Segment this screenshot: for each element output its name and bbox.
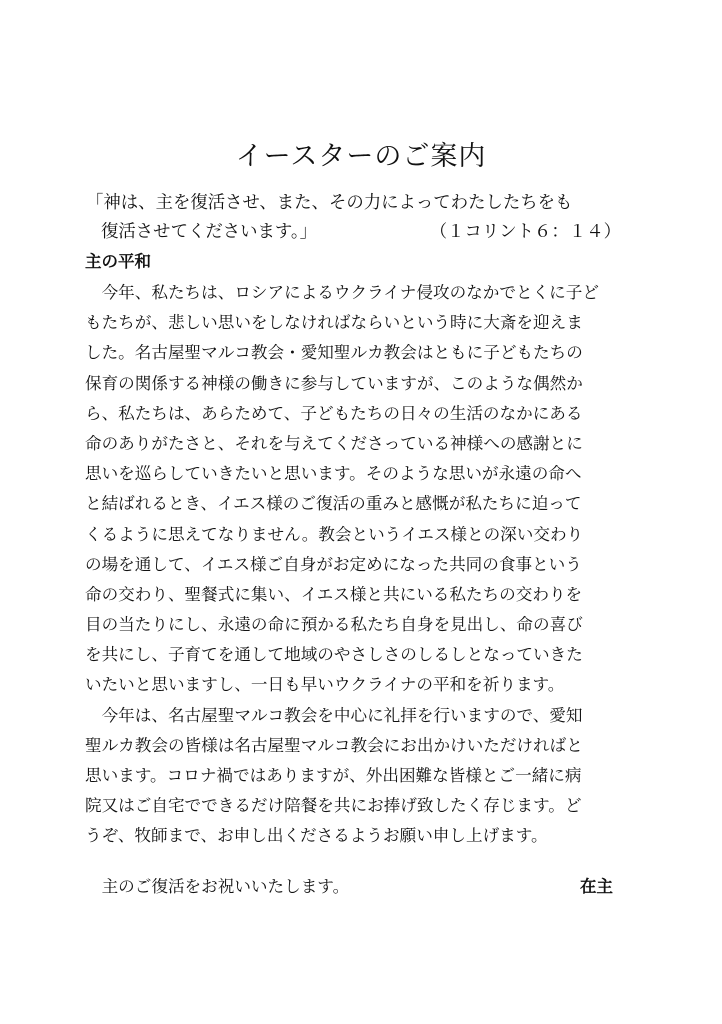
body-line: 命の交わり、聖餐式に集い、イエス様と共にいる私たちの交わりを	[85, 584, 583, 604]
body-line: 思いを巡らしていきたいと思います。そのような思いが永遠の命へ	[85, 464, 582, 484]
body-line: いたいと思いますし、一日も早いウクライナの平和を祈ります。	[85, 675, 565, 695]
body-paragraphs	[85, 278, 645, 852]
body-line: くるように思えてなりません。教会というイエス様との深い交わり	[85, 524, 584, 544]
body-line: した。名古屋聖マルコ教会・愛知聖ルカ教会はともに子どもたちの	[85, 343, 583, 363]
body-line: と結ばれるとき、イエス様のご復活の重みと感慨が私たちに迫って	[85, 494, 582, 514]
signature: 在主	[579, 877, 613, 896]
document-title: イースターのご案内	[235, 141, 487, 172]
body-line: 命のありがたさと、それを与えてくださっている神様への感謝とに	[85, 433, 583, 453]
body-line: 目の当たりにし、永遠の命に預かる私たち自身を見出し、命の喜び	[85, 615, 583, 635]
body-line: ら、私たちは、あらためて、子どもたちの日々の生活のなかにある	[85, 403, 583, 423]
body-line: 聖ルカ教会の皆様は名古屋聖マルコ教会にお出かけいただければと	[85, 735, 583, 755]
verse-line-1: 「神は、主を復活させ、また、その力によってわたしたちをも	[86, 193, 573, 213]
body-line: の場を通して、イエス様ご自身がお定めになった共同の食事という	[85, 554, 582, 574]
body-line: もたちが、悲しい思いをしなければならいという時に大斎を迎えま	[85, 313, 583, 333]
body-line: 保育の関係する神様の働きに参与していますが、このような偶然か	[85, 373, 583, 393]
verse-reference: （１コリント６：１４）	[429, 222, 621, 242]
closing-text: 主のご復活をお祝いいたします。	[85, 877, 350, 896]
verse-line-2	[101, 219, 621, 245]
body-line: うぞ、牧師まで、お申し出くださるようお願い申し上げます。	[85, 826, 548, 846]
greeting-heading: 主の平和	[85, 252, 151, 271]
body-line: 思います。コロナ禍ではありますが、外出困難な皆様とご一緒に病	[85, 766, 582, 785]
verse-line-2-text: 復活させてくださいます。」	[101, 222, 317, 242]
body-line: を共にし、子育てを通して地域のやさしさのしるしとなっていきた	[85, 645, 583, 665]
body-line: 今年、私たちは、ロシアによるウクライナ侵攻のなかでとくに子ど	[85, 283, 599, 302]
body-line: 今年は、名古屋聖マルコ教会を中心に礼拝を行いますので、愛知	[85, 705, 583, 725]
body-line: 院又はご自宅でできるだけ陪餐を共にお捧げ致したく存じます。ど	[85, 796, 582, 816]
closing-line	[85, 873, 625, 901]
